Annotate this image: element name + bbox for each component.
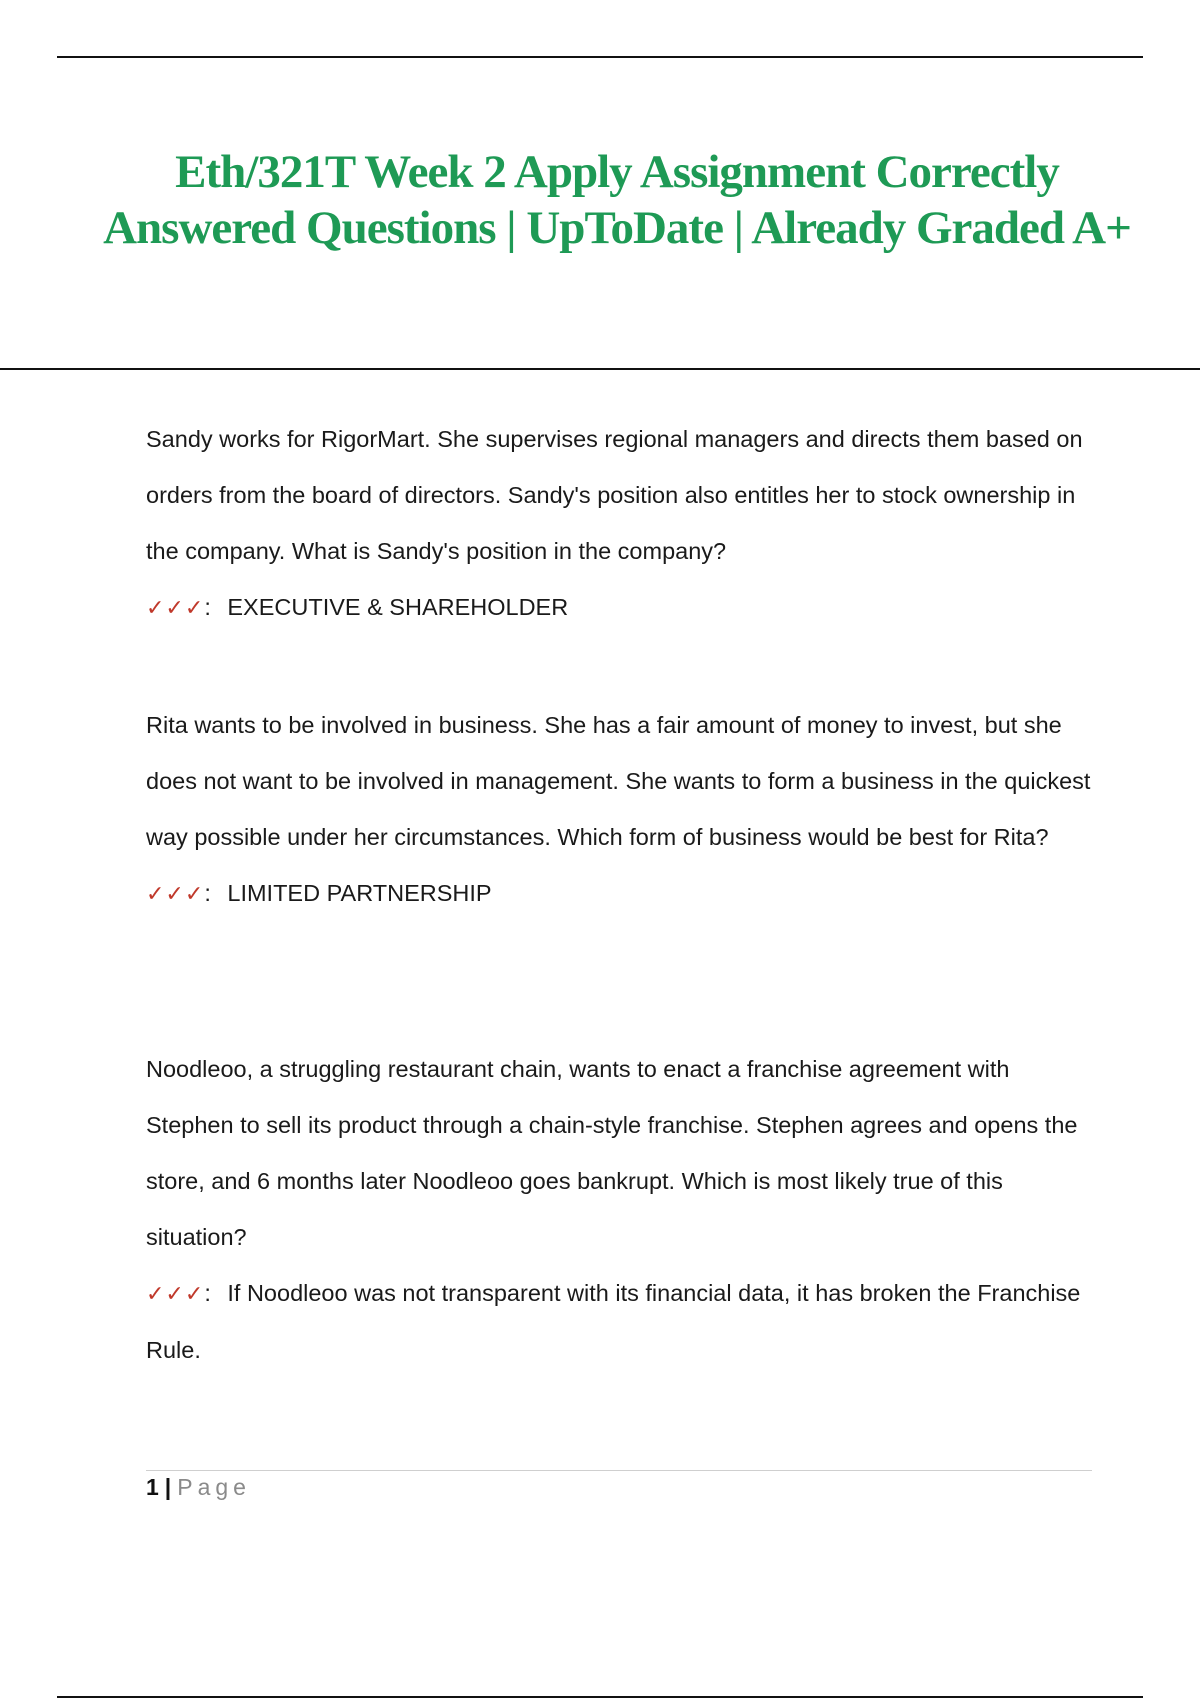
question-text: Rita wants to be involved in business. She has a fair amount of money to invest, but she does not want to be involved in management. She wants to form a business in the quickest way possible under her circumstances. Which form of business would be best for Rita? (146, 712, 1091, 850)
answer-line: ✓✓✓: EXECUTIVE & SHAREHOLDER (146, 594, 569, 620)
document-title: Eth/321T Week 2 Apply Assignment Correctly Answered Questions | UpToDate | Already Graded A+ (103, 146, 1131, 254)
qa-item-2 (146, 697, 1096, 922)
page-number: 1 (146, 1474, 159, 1500)
qa-item-3 (146, 1041, 1096, 1378)
bottom-rule (57, 1696, 1143, 1698)
page-label: Page (177, 1474, 251, 1500)
title-divider (0, 368, 1200, 370)
page-footer (146, 1472, 251, 1502)
answer-line: ✓✓✓: If Noodleoo was not transparent with its financial data, it has broken the Franchise Rule. (146, 1280, 1081, 1363)
answer-text: If Noodleoo was not transparent with its financial data, it has broken the Franchise Rule. (146, 1280, 1081, 1363)
question-text: Noodleoo, a struggling restaurant chain, wants to enact a franchise agreement with Stephen to sell its product through a chain-style franchise. Stephen agrees and opens the store, and 6 months later Noodleoo goes bankrupt. Which is most likely true of this situation? (146, 1056, 1078, 1250)
top-rule (57, 56, 1143, 58)
answer-text: EXECUTIVE & SHAREHOLDER (227, 594, 569, 620)
checkmark-icon: ✓✓✓ (146, 881, 205, 906)
footer-separator: | (164, 1474, 172, 1500)
checkmark-icon: ✓✓✓ (146, 595, 205, 620)
checkmark-icon: ✓✓✓ (146, 1281, 205, 1306)
qa-item-1 (146, 411, 1096, 636)
answer-line: ✓✓✓: LIMITED PARTNERSHIP (146, 880, 492, 906)
footer-divider (146, 1470, 1092, 1471)
answer-text: LIMITED PARTNERSHIP (227, 880, 492, 906)
question-text: Sandy works for RigorMart. She supervises regional managers and directs them based on orders from the board of directors. Sandy's position also entitles her to stock ownership in the company. What is Sandy's position in the company? (146, 426, 1083, 564)
